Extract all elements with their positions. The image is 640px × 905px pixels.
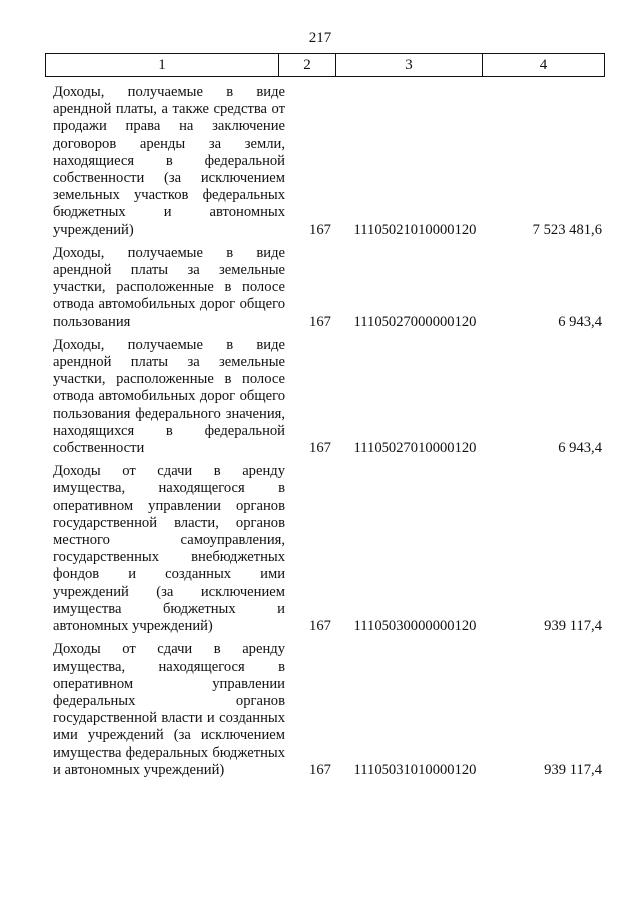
row-kbk-code: 11105027010000120 xyxy=(353,440,477,457)
row-description: Доходы, получаемые в виде арендной платы за земельные участки, расположенные в полосе отвода автомобильных дорог общего пользования федерального значения, находящихся в федеральной собственности xyxy=(53,336,285,457)
page-number: 217 xyxy=(308,30,332,46)
row-kbk-code: 11105021010000120 xyxy=(353,221,477,238)
row-amount: 7 523 481,6 xyxy=(532,221,602,238)
column-header-3: 3 xyxy=(336,54,483,77)
row-kbk-code: 11105031010000120 xyxy=(353,761,477,778)
table-row xyxy=(45,641,602,779)
column-header-4: 4 xyxy=(483,54,605,77)
row-description: Доходы, получаемые в виде арендной платы за земельные участки, расположенные в полосе отвода автомобильных дорог общего пользования xyxy=(53,244,285,330)
row-description: Доходы, получаемые в виде арендной платы, а также средства от продажи права на заключение договоров аренды за земли, находящиеся в федеральной собственности (за исключением земельных участков федеральных бюджетных и автономных учреждений) xyxy=(53,84,285,238)
row-amount: 6 943,4 xyxy=(558,313,602,330)
table-row xyxy=(45,463,602,635)
column-header-table xyxy=(45,53,605,77)
row-amount: 939 117,4 xyxy=(544,618,602,635)
row-admin-code: 167 xyxy=(309,440,331,457)
column-header-1: 1 xyxy=(46,54,279,77)
table-row xyxy=(45,337,602,457)
column-header-2: 2 xyxy=(279,54,336,77)
row-amount: 939 117,4 xyxy=(544,761,602,778)
table-row xyxy=(45,245,602,331)
row-amount: 6 943,4 xyxy=(558,440,602,457)
row-admin-code: 167 xyxy=(309,618,331,635)
row-admin-code: 167 xyxy=(309,221,331,238)
row-kbk-code: 11105027000000120 xyxy=(353,313,477,330)
row-kbk-code: 11105030000000120 xyxy=(353,618,477,635)
column-header-row xyxy=(46,54,605,77)
table-row xyxy=(45,84,602,239)
row-admin-code: 167 xyxy=(309,761,331,778)
row-description: Доходы от сдачи в аренду имущества, находящегося в оперативном управлении органов государственной власти, органов местного самоуправления, государственных внебюджетных фондов и созданных ими учреждений (за исключением имущества бюджетных и автономных учреждений) xyxy=(53,463,285,635)
row-description: Доходы от сдачи в аренду имущества, находящегося в оперативном управлении федеральных органов государственной власти и созданных ими учреждений (за исключением имущества федеральных бюджетных и автономных учреждений) xyxy=(53,641,285,778)
table-body xyxy=(45,84,602,785)
row-admin-code: 167 xyxy=(309,313,331,330)
